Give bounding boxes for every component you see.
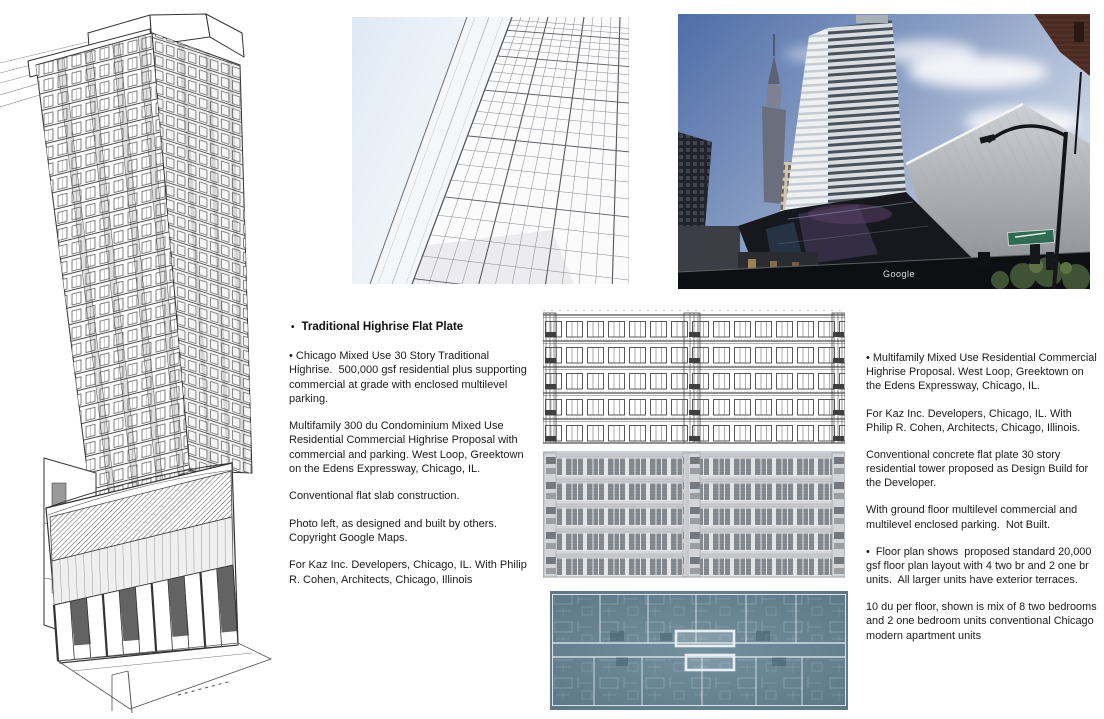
wireframe-tower-figure xyxy=(0,3,272,717)
paragraph-project-summary: • Chicago Mixed Use 30 Story Traditional Highrise. 500,000 gsf residential plus supporting commercial at grade with enclosed multilevel parking. xyxy=(289,350,530,405)
paragraph-structure: Conventional concrete flat plate 30 story residential tower proposed as Design Build for the Developer. xyxy=(866,448,1092,490)
heading-text: Traditional Highrise Flat Plate xyxy=(301,321,464,333)
google-watermark: Google xyxy=(883,269,916,279)
paragraph-program: Multifamily 300 du Condominium Mixed Use Residential Commercial Highrise Proposal with commercial and parking. West Loop, Greektown on the Edens Expressway, Chicago, IL. xyxy=(289,420,527,476)
paragraph-proposal: • Multifamily Mixed Use Residential Commercial Highrise Proposal. West Loop, Greektown on the Edens Expressway, Chicago, IL. xyxy=(866,352,1100,393)
paragraph-unit-mix: 10 du per floor, shown is mix of 8 two bedrooms and 2 one bedroom units conventional Chicago modern apartment units xyxy=(866,601,1100,642)
elevation-line-figure xyxy=(543,309,845,445)
paragraph-client: For Kaz Inc. Developers, Chicago, IL. With Philip R. Cohen, Architects, Chicago, Illinois. xyxy=(866,407,1081,434)
elevation-shaded-figure xyxy=(543,451,845,578)
paragraph-photo-credit: Photo left, as designed and built by others. Copyright Google Maps. xyxy=(289,517,500,544)
street-name-sign xyxy=(1008,229,1055,245)
heading-bullet: • xyxy=(291,322,295,333)
lookup-sketch-figure xyxy=(352,17,629,284)
elevation-shaded-drawing xyxy=(543,451,845,578)
lookup-sketch-drawing xyxy=(352,17,629,284)
paragraph-client-credit: For Kaz Inc. Developers, Chicago, IL. With Philip R. Cohen, Architects, Chicago, Illinois xyxy=(289,559,530,586)
paragraph-construction: Conventional flat slab construction. xyxy=(289,490,460,503)
floor-plan-blueprint xyxy=(550,591,848,710)
paragraph-ground-floor: With ground floor multilevel commercial and multilevel enclosed parking. Not Built. xyxy=(866,504,1081,531)
left-text-column xyxy=(289,321,532,600)
wireframe-tower-drawing xyxy=(0,3,272,717)
street-photo-figure xyxy=(678,14,1090,289)
elevation-line-drawing xyxy=(543,309,845,445)
right-text-column xyxy=(866,351,1100,658)
section-heading xyxy=(289,321,532,333)
paragraph-floor-plan: • Floor plan shows proposed standard 20,000 gsf floor plan layout with 4 two br and 2 one br units. All larger units have exterior terraces. xyxy=(866,545,1095,587)
street-photo xyxy=(678,14,1090,289)
floor-plan-figure xyxy=(550,591,848,710)
